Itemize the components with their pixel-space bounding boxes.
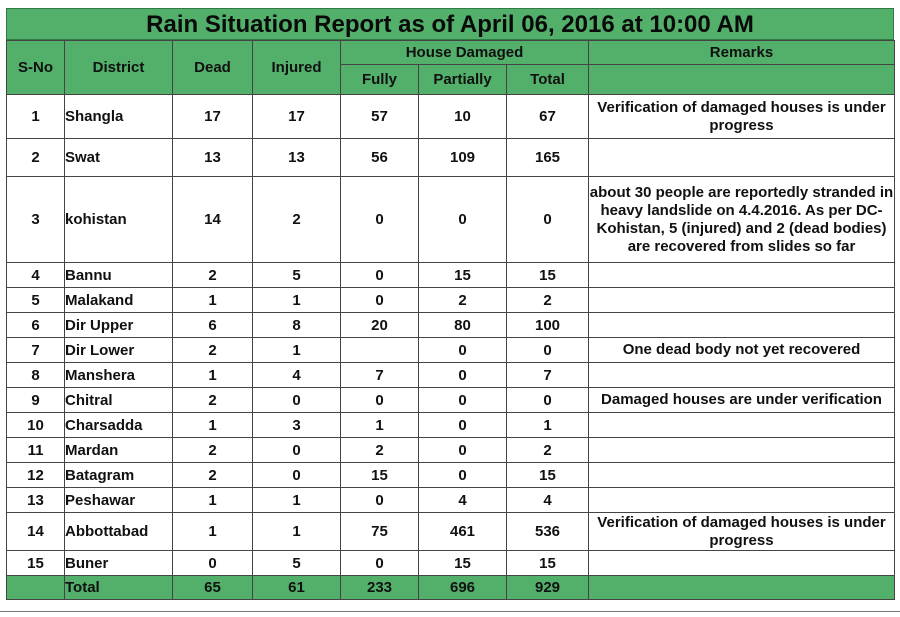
row-dead: 1 — [173, 488, 253, 513]
table-row — [7, 438, 895, 463]
header-dead: Dead — [173, 41, 253, 95]
row-remarks — [589, 463, 895, 488]
row-dead: 6 — [173, 313, 253, 338]
row-partially: 0 — [419, 338, 507, 363]
row-dead: 1 — [173, 288, 253, 313]
header-district: District — [65, 41, 173, 95]
totals-label: Total — [65, 576, 173, 600]
row-injured: 1 — [253, 338, 341, 363]
header-house-damaged: House Damaged — [341, 41, 589, 65]
row-injured: 5 — [253, 263, 341, 288]
row-injured: 1 — [253, 488, 341, 513]
row-dead: 1 — [173, 363, 253, 388]
row-sno: 5 — [7, 288, 65, 313]
row-fully: 0 — [341, 488, 419, 513]
row-remarks: Verification of damaged houses is under progress — [589, 95, 895, 139]
row-total: 2 — [507, 438, 589, 463]
row-partially: 0 — [419, 363, 507, 388]
row-district: Charsadda — [65, 413, 173, 438]
row-partially: 15 — [419, 551, 507, 576]
row-fully: 57 — [341, 95, 419, 139]
row-dead: 1 — [173, 413, 253, 438]
row-sno: 2 — [7, 139, 65, 177]
row-district: Bannu — [65, 263, 173, 288]
row-total: 15 — [507, 551, 589, 576]
row-total: 100 — [507, 313, 589, 338]
row-fully: 15 — [341, 463, 419, 488]
table-row — [7, 513, 895, 551]
bottom-divider — [0, 611, 900, 612]
row-partially: 15 — [419, 263, 507, 288]
row-remarks: Damaged houses are under verification — [589, 388, 895, 413]
row-partially: 0 — [419, 463, 507, 488]
row-remarks: One dead body not yet recovered — [589, 338, 895, 363]
row-sno: 13 — [7, 488, 65, 513]
row-remarks — [589, 363, 895, 388]
row-fully: 0 — [341, 263, 419, 288]
row-injured: 8 — [253, 313, 341, 338]
row-sno: 10 — [7, 413, 65, 438]
table-row — [7, 177, 895, 263]
row-district: Chitral — [65, 388, 173, 413]
header-total: Total — [507, 65, 589, 95]
row-fully: 1 — [341, 413, 419, 438]
row-remarks — [589, 413, 895, 438]
row-partially: 0 — [419, 413, 507, 438]
row-district: Dir Lower — [65, 338, 173, 363]
row-total: 4 — [507, 488, 589, 513]
row-sno: 8 — [7, 363, 65, 388]
row-remarks — [589, 551, 895, 576]
row-injured: 0 — [253, 463, 341, 488]
row-district: kohistan — [65, 177, 173, 263]
row-partially: 10 — [419, 95, 507, 139]
row-fully: 2 — [341, 438, 419, 463]
row-dead: 14 — [173, 177, 253, 263]
row-sno: 15 — [7, 551, 65, 576]
row-remarks: about 30 people are reportedly stranded in heavy landslide on 4.4.2016. As per DC-Kohistan, 5 (injured) and 2 (dead bodies) are recovered from slides so far — [589, 177, 895, 263]
row-fully — [341, 338, 419, 363]
row-district: Mardan — [65, 438, 173, 463]
row-sno: 9 — [7, 388, 65, 413]
header-remarks-sub — [589, 65, 895, 95]
row-remarks — [589, 438, 895, 463]
row-total: 0 — [507, 177, 589, 263]
row-injured: 1 — [253, 288, 341, 313]
row-fully: 0 — [341, 551, 419, 576]
row-total: 67 — [507, 95, 589, 139]
table-row — [7, 388, 895, 413]
table-row — [7, 313, 895, 338]
header-fully: Fully — [341, 65, 419, 95]
row-partially: 0 — [419, 388, 507, 413]
row-total: 165 — [507, 139, 589, 177]
row-partially: 0 — [419, 177, 507, 263]
row-fully: 56 — [341, 139, 419, 177]
row-sno: 7 — [7, 338, 65, 363]
row-injured: 2 — [253, 177, 341, 263]
row-sno: 1 — [7, 95, 65, 139]
row-sno: 6 — [7, 313, 65, 338]
row-total: 0 — [507, 338, 589, 363]
totals-injured: 61 — [253, 576, 341, 600]
totals-remarks — [589, 576, 895, 600]
table-row — [7, 139, 895, 177]
row-injured: 0 — [253, 438, 341, 463]
row-district: Buner — [65, 551, 173, 576]
row-injured: 4 — [253, 363, 341, 388]
row-total: 7 — [507, 363, 589, 388]
row-total: 0 — [507, 388, 589, 413]
header-injured: Injured — [253, 41, 341, 95]
row-dead: 2 — [173, 463, 253, 488]
row-fully: 75 — [341, 513, 419, 551]
row-fully: 7 — [341, 363, 419, 388]
table-body — [7, 95, 895, 576]
row-sno: 14 — [7, 513, 65, 551]
totals-total: 929 — [507, 576, 589, 600]
row-fully: 0 — [341, 177, 419, 263]
row-remarks — [589, 139, 895, 177]
table-row — [7, 413, 895, 438]
row-partially: 2 — [419, 288, 507, 313]
table-row — [7, 551, 895, 576]
row-injured: 1 — [253, 513, 341, 551]
table-row — [7, 95, 895, 139]
row-remarks — [589, 313, 895, 338]
row-dead: 2 — [173, 338, 253, 363]
row-district: Shangla — [65, 95, 173, 139]
report-frame — [6, 8, 894, 606]
row-injured: 5 — [253, 551, 341, 576]
rain-report-table — [6, 40, 895, 600]
row-injured: 3 — [253, 413, 341, 438]
table-row — [7, 363, 895, 388]
row-partially: 0 — [419, 438, 507, 463]
row-district: Dir Upper — [65, 313, 173, 338]
row-injured: 0 — [253, 388, 341, 413]
header-remarks: Remarks — [589, 41, 895, 65]
row-partially: 461 — [419, 513, 507, 551]
header-sno: S-No — [7, 41, 65, 95]
totals-row — [7, 576, 895, 600]
row-sno: 12 — [7, 463, 65, 488]
totals-dead: 65 — [173, 576, 253, 600]
row-dead: 2 — [173, 438, 253, 463]
header-partially: Partially — [419, 65, 507, 95]
row-injured: 13 — [253, 139, 341, 177]
table-row — [7, 288, 895, 313]
row-fully: 0 — [341, 388, 419, 413]
row-partially: 80 — [419, 313, 507, 338]
row-dead: 2 — [173, 263, 253, 288]
row-total: 15 — [507, 263, 589, 288]
row-remarks: Verification of damaged houses is under progress — [589, 513, 895, 551]
report-title: Rain Situation Report as of April 06, 2016 at 10:00 AM — [6, 8, 894, 40]
row-injured: 17 — [253, 95, 341, 139]
row-sno: 11 — [7, 438, 65, 463]
row-total: 15 — [507, 463, 589, 488]
table-row — [7, 263, 895, 288]
row-fully: 0 — [341, 288, 419, 313]
row-sno: 4 — [7, 263, 65, 288]
row-dead: 17 — [173, 95, 253, 139]
row-dead: 0 — [173, 551, 253, 576]
totals-sno — [7, 576, 65, 600]
row-partially: 109 — [419, 139, 507, 177]
row-partially: 4 — [419, 488, 507, 513]
row-district: Manshera — [65, 363, 173, 388]
totals-partially: 696 — [419, 576, 507, 600]
row-sno: 3 — [7, 177, 65, 263]
row-district: Malakand — [65, 288, 173, 313]
table-row — [7, 463, 895, 488]
row-dead: 13 — [173, 139, 253, 177]
table-row — [7, 488, 895, 513]
row-total: 1 — [507, 413, 589, 438]
row-remarks — [589, 263, 895, 288]
row-remarks — [589, 288, 895, 313]
row-dead: 1 — [173, 513, 253, 551]
row-district: Batagram — [65, 463, 173, 488]
row-district: Swat — [65, 139, 173, 177]
totals-fully: 233 — [341, 576, 419, 600]
row-total: 536 — [507, 513, 589, 551]
table-row — [7, 338, 895, 363]
row-fully: 20 — [341, 313, 419, 338]
row-remarks — [589, 488, 895, 513]
row-total: 2 — [507, 288, 589, 313]
row-district: Peshawar — [65, 488, 173, 513]
row-district: Abbottabad — [65, 513, 173, 551]
row-dead: 2 — [173, 388, 253, 413]
